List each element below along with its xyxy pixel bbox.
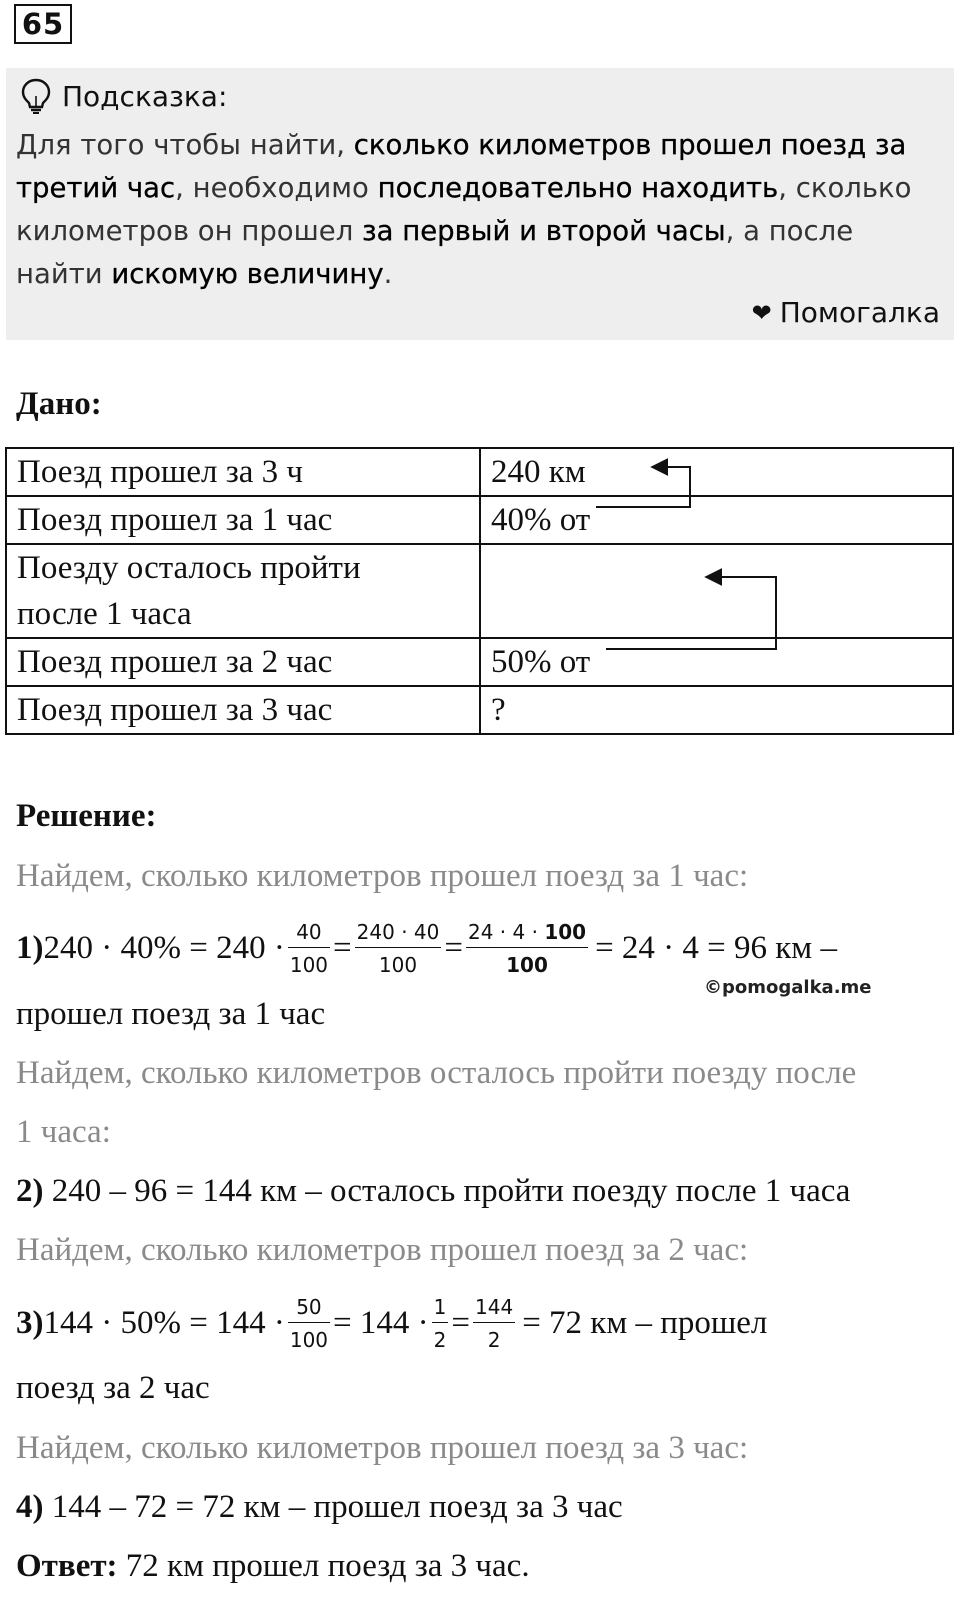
step-text: = (451, 1304, 470, 1341)
table-row (6, 544, 953, 638)
step1-line2: прошел поезд за 1 час (16, 996, 326, 1032)
table-cell-value: 240 км (480, 448, 953, 496)
lightbulb-icon (20, 78, 52, 114)
comment-step2-line2: 1 часа: (16, 1114, 111, 1150)
table-cell-label (6, 544, 480, 638)
comment-step3: Найдем, сколько километров прошел поезд за 2 час: (16, 1232, 749, 1268)
fraction: $\frac{1}{2}$ (433, 1294, 447, 1352)
table-cell-value: 40% от (480, 496, 953, 544)
heart-icon: ❤ (751, 298, 772, 327)
step1-line (16, 918, 837, 978)
table-cell-value: 50% от (480, 638, 953, 686)
comment-step2-line1: Найдем, сколько километров осталось пройти поезду после (16, 1055, 857, 1091)
step3-line (16, 1292, 767, 1354)
table-row (6, 448, 953, 496)
table-cell-label-line: Поезду осталось пройти (17, 550, 361, 586)
fraction: $\frac{240 \cdot 40}{100}$ (356, 919, 440, 977)
step-text: 240 · 40% = 240 · (43, 929, 285, 966)
hint-title: Подсказка: (62, 79, 228, 113)
step-text: = (444, 929, 463, 966)
step-number: 2) (16, 1173, 44, 1209)
hint-text: Для того чтобы найти, сколько километров прошел поезд за третий час, необходимо последовательно находить, сколько километров он прошел за первый и второй часы, а после найти искомую величину. (16, 129, 912, 290)
step-number: 1) (16, 929, 44, 966)
task-number: 65 (14, 4, 72, 44)
step-number: 4) (16, 1489, 44, 1525)
answer-line (16, 1548, 530, 1585)
table-row (6, 638, 953, 686)
given-heading: Дано: (16, 386, 102, 422)
fraction: $\frac{40}{100}$ (289, 919, 329, 977)
step3-line2: поезд за 2 час (16, 1370, 210, 1406)
step-text: = (333, 929, 352, 966)
table-cell-label: Поезд прошел за 3 час (6, 686, 480, 734)
step-text: 144 – 72 = 72 км – прошел поезд за 3 час (43, 1489, 623, 1525)
fraction: $\frac{24 \cdot 4 \cdot 100}{100}$ (467, 919, 587, 977)
step-text: 144 · 50% = 144 · (43, 1304, 285, 1341)
table-cell-value: ? (480, 686, 953, 734)
given-table (5, 447, 954, 735)
table-cell-label-line: после 1 часа (17, 596, 192, 632)
comment-step1: Найдем, сколько километров прошел поезд за 1 час: (16, 858, 749, 894)
table-cell-label: Поезд прошел за 2 час (6, 638, 480, 686)
hint-box (6, 68, 954, 340)
table-row (6, 496, 953, 544)
step-text: = 72 км – прошел (522, 1304, 768, 1341)
step-text: = 144 · (333, 1304, 429, 1341)
watermark: ©pomogalka.me (704, 977, 872, 998)
step2-line (16, 1173, 850, 1210)
step-text: = 24 · 4 = 96 км – (595, 929, 837, 966)
table-cell-label: Поезд прошел за 1 час (6, 496, 480, 544)
comment-step4: Найдем, сколько километров прошел поезд за 3 час: (16, 1430, 749, 1466)
solution-heading: Решение: (16, 798, 157, 834)
fraction: $\frac{50}{100}$ (289, 1294, 329, 1352)
answer-label: Ответ: (16, 1548, 118, 1584)
table-cell-value (480, 544, 953, 638)
step-text: 240 – 96 = 144 км – осталось пройти поезду после 1 часа (43, 1173, 851, 1209)
brand-name: Помогалка (779, 296, 940, 329)
fraction: $\frac{144}{2}$ (475, 1294, 514, 1352)
table-cell-label: Поезд прошел за 3 ч (6, 448, 480, 496)
answer-text: 72 км прошел поезд за 3 час. (117, 1548, 530, 1584)
hint-title-row (20, 76, 227, 116)
table-row (6, 686, 953, 734)
step-number: 3) (16, 1304, 44, 1341)
step4-line (16, 1489, 623, 1526)
brand-row (752, 296, 940, 329)
